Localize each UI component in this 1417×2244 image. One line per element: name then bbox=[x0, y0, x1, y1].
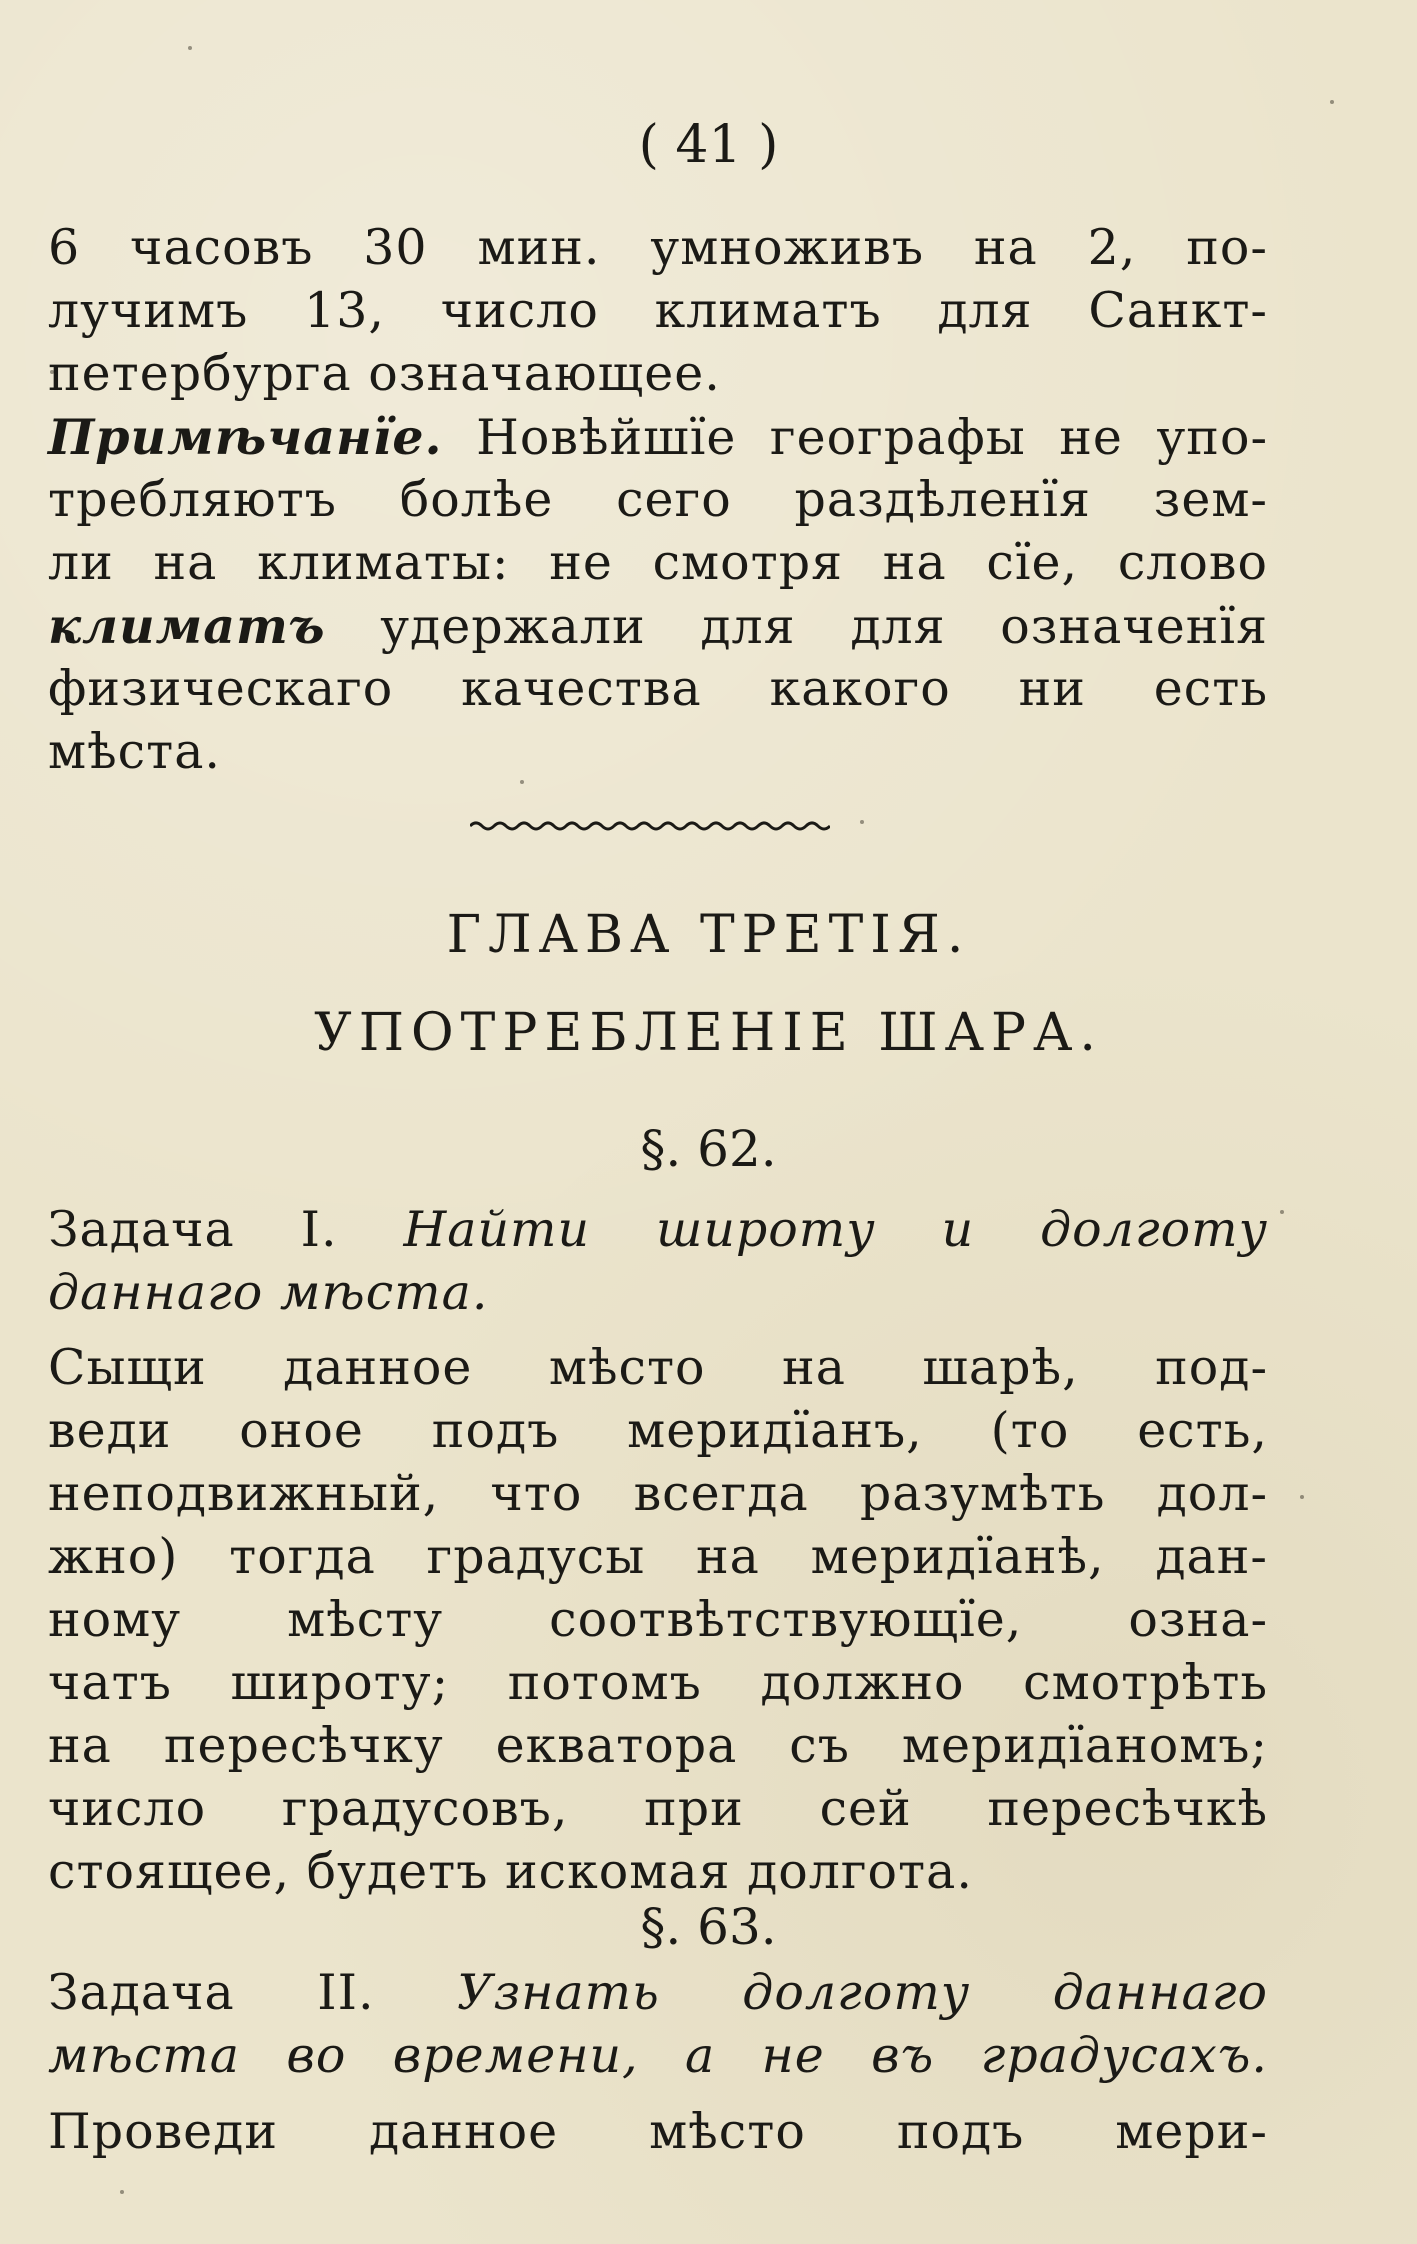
wavy-divider bbox=[470, 818, 830, 834]
note-line-1 bbox=[48, 409, 1268, 466]
section-62-body-line-8: число градусовъ, при сей пересѣчкѣ bbox=[48, 1780, 1268, 1837]
task-62-text-1: Найти широту и долготу bbox=[403, 1201, 1268, 1258]
chapter-subtitle: УПОТРЕБЛЕНІЕ ШАРА. bbox=[314, 1003, 1103, 1063]
chapter-title: ГЛАВА ТРЕТІЯ. bbox=[446, 905, 971, 965]
note-line-4 bbox=[48, 598, 1268, 655]
intro-line-1: 6 часовъ 30 мин. умноживъ на 2, по- bbox=[48, 219, 1268, 276]
note-word-italic: климатъ bbox=[48, 597, 326, 655]
note-line-5: физическаго качества какого ни есть bbox=[48, 660, 1268, 717]
section-62-body-line-7: на пересѣчку екватора съ меридїаномъ; bbox=[48, 1717, 1268, 1774]
task-62-line-1 bbox=[48, 1202, 1268, 1258]
note-line-4-rest: удержали для для означенїя bbox=[380, 598, 1268, 655]
section-62-body-line-2: веди оное подъ меридїанъ, (то есть, bbox=[48, 1402, 1268, 1459]
section-63-body-line-1: Проведи данное мѣсто подъ мери- bbox=[48, 2103, 1268, 2160]
note-line-6: мѣста. bbox=[48, 723, 222, 780]
task-63-label: Задача II. bbox=[48, 1964, 375, 2021]
task-63-line-1 bbox=[48, 1965, 1268, 2021]
task-63-line-2: мѣста во времени, а не въ градусахъ. bbox=[48, 2027, 1268, 2084]
paper-speck bbox=[520, 780, 524, 784]
section-62-body-line-3: неподвижный, что всегда разумѣть дол- bbox=[48, 1465, 1268, 1522]
task-62-line-2: даннаго мѣста. bbox=[48, 1264, 489, 1321]
task-62-label: Задача I. bbox=[48, 1201, 338, 1258]
note-first-line-rest: Новѣйшїе географы не упо- bbox=[476, 409, 1268, 466]
section-62-body-line-6: чатъ широту; потомъ должно смотрѣть bbox=[48, 1654, 1268, 1711]
section-63-number: §. 63. bbox=[640, 1898, 777, 1956]
paper-speck bbox=[1280, 1210, 1284, 1214]
section-62-number: §. 62. bbox=[640, 1120, 777, 1178]
intro-line-3: петербурга означающее. bbox=[48, 345, 721, 402]
paper-speck bbox=[1330, 100, 1334, 104]
paper-speck bbox=[50, 370, 54, 374]
section-62-body-line-9: стоящее, будетъ искомая долгота. bbox=[48, 1843, 973, 1900]
task-63-text-1: Узнать долготу даннаго bbox=[457, 1964, 1268, 2021]
page-number: ( 41 ) bbox=[638, 115, 779, 175]
note-label: Примѣчанїе. bbox=[48, 408, 443, 466]
section-62-body-line-4: жно) тогда градусы на меридїанѣ, дан- bbox=[48, 1528, 1268, 1585]
note-line-3: ли на климаты: не смотря на сїе, слово bbox=[48, 534, 1268, 591]
paper-speck bbox=[1300, 1495, 1304, 1499]
intro-line-2: лучимъ 13, число климатъ для Санкт- bbox=[48, 282, 1268, 339]
note-line-2: требляютъ болѣе сего раздѣленїя зем- bbox=[48, 471, 1268, 528]
section-62-body-line-1: Сыщи данное мѣсто на шарѣ, под- bbox=[48, 1339, 1268, 1396]
section-62-body-line-5: ному мѣсту соотвѣтствующїе, озна- bbox=[48, 1591, 1268, 1648]
paper-speck bbox=[120, 2190, 124, 2194]
paper-speck bbox=[860, 820, 864, 824]
paper-speck bbox=[188, 46, 192, 50]
